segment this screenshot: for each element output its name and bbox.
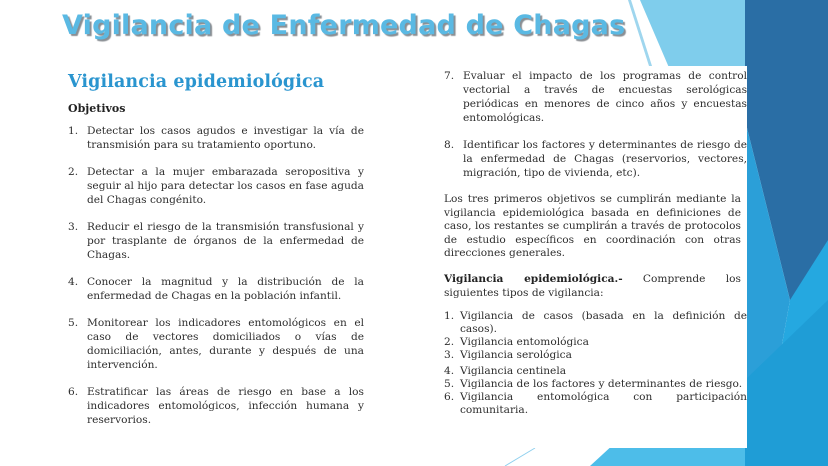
item-text: Identificar los factores y determinantes de riesgo de la enfermedad de Chagas (reservorios, vectores, migración, tipo de vivienda, etc). [463, 139, 747, 179]
item-text: Detectar a la mujer embarazada seropositiva y seguir al hijo para detectar los casos en fase aguda del Chagas congénito. [87, 166, 364, 206]
item-number: 7. [444, 70, 455, 82]
objectives-heading: Objetivos [68, 102, 126, 115]
item-number: 1. [68, 125, 79, 137]
objective-item [444, 69, 747, 125]
objective-item [68, 165, 364, 207]
item-number: 4. [444, 365, 455, 378]
objectives-list-continued [444, 69, 747, 180]
item-number: 8. [444, 139, 455, 151]
item-text: Conocer la magnitud y la distribución de la enfermedad de Chagas en la población infantil. [87, 276, 364, 302]
shape-bottom-line [505, 448, 535, 466]
intro-text: Comprende los siguientes tipos de vigilancia: [444, 272, 741, 299]
item-text: Vigilancia centinela [460, 365, 567, 378]
slide-title: Vigilancia de Enfermedad de Chagas [62, 10, 626, 41]
surveillance-types-intro [444, 273, 741, 300]
item-number: 1. [444, 310, 455, 323]
objective-item [68, 275, 364, 303]
objective-item [68, 124, 364, 152]
item-text: Estratificar las áreas de riesgo en base a los indicadores entomológicos, infección humana y reservorios. [87, 386, 364, 426]
item-number: 3. [444, 349, 455, 362]
objective-item [444, 138, 747, 180]
surveillance-type-item [444, 349, 747, 362]
item-number: 2. [68, 166, 79, 178]
item-text: Detectar los casos agudos e investigar la vía de transmisión para su tratamiento oportuno. [87, 125, 364, 151]
item-text: Vigilancia entomológica con participación comunitaria. [460, 391, 747, 417]
left-text-panel [62, 66, 364, 446]
surveillance-type-item [444, 310, 747, 336]
surveillance-type-item [444, 391, 747, 417]
surveillance-type-item [444, 378, 747, 391]
item-text: Vigilancia entomológica [460, 336, 589, 349]
surveillance-type-item [444, 336, 747, 349]
item-text: Vigilancia serológica [460, 349, 572, 362]
objective-item [68, 385, 364, 427]
item-number: 4. [68, 276, 79, 288]
item-number: 5. [68, 317, 79, 329]
item-text: Monitorear los indicadores entomológicos en el caso de vectores domiciliados o vías de domiciliación, antes, durante y después de una intervención. [87, 317, 364, 371]
item-number: 6. [444, 391, 455, 404]
item-text: Reducir el riesgo de la transmisión transfusional y por trasplante de órganos de la enfermedad de Chagas. [87, 221, 364, 261]
section-title: Vigilancia epidemiológica [68, 72, 325, 92]
summary-paragraph: Los tres primeros objetivos se cumplirán mediante la vigilancia epidemiológica basada en definiciones de caso, los restantes se cumplirán a través de protocolos de estudio específicos en coordinación con otras direcciones generales. [444, 193, 741, 260]
item-text: Vigilancia de casos (basada en la definición de casos). [460, 310, 747, 336]
item-number: 2. [444, 336, 455, 349]
objective-item [68, 220, 364, 262]
item-text: Evaluar el impacto de los programas de control vectorial a través de encuestas serológicas periódicas en menores de cinco años y encuestas entomológicas. [463, 70, 747, 124]
intro-bold-label: Vigilancia epidemiológica.- [444, 272, 623, 285]
item-number: 3. [68, 221, 79, 233]
right-text-panel [436, 66, 747, 448]
objective-item [68, 316, 364, 372]
item-number: 5. [444, 378, 455, 391]
item-number: 6. [68, 386, 79, 398]
item-text: Vigilancia de los factores y determinantes de riesgo. [460, 378, 743, 391]
surveillance-types-list [444, 310, 747, 417]
objectives-list [68, 124, 364, 427]
surveillance-type-item [444, 365, 747, 378]
